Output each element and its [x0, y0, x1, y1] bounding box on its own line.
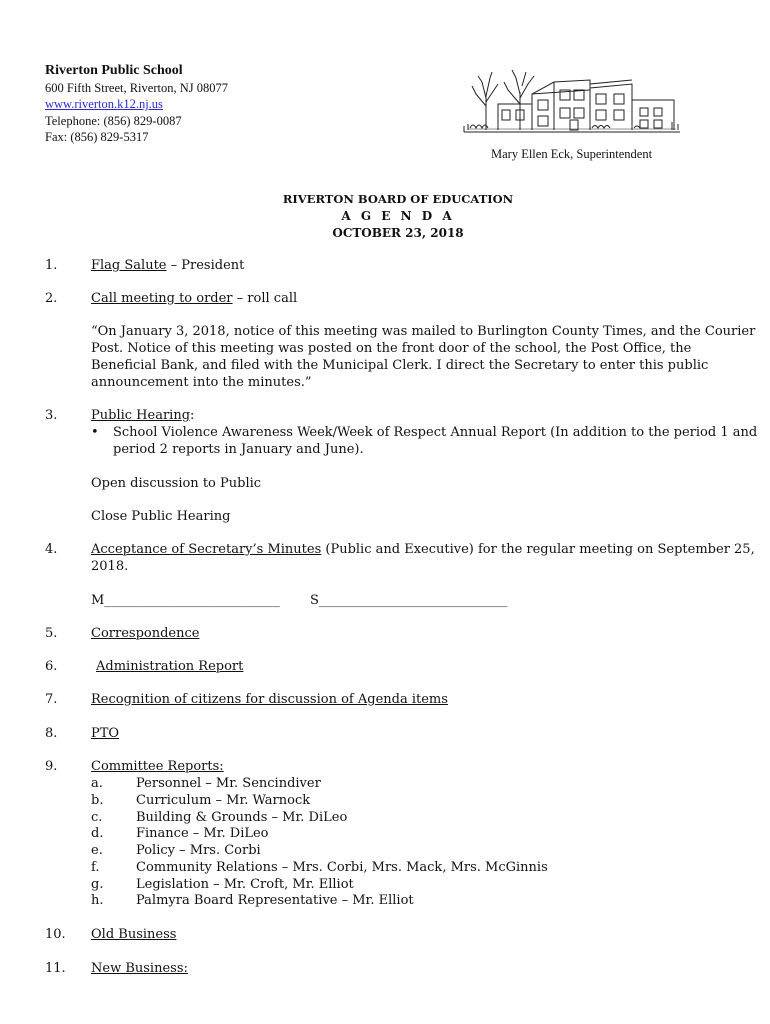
sub-item-letter: h.: [91, 893, 104, 908]
board-title: RIVERTON BOARD OF EDUCATION: [282, 192, 514, 206]
agenda-item-recognition: Recognition of citizens for discussion of Agenda items: [91, 692, 448, 707]
second-line: S_____________________________: [310, 593, 508, 608]
sub-item-letter: f.: [91, 860, 100, 875]
item-detail: – President: [166, 258, 245, 273]
agenda-item-minutes: [91, 541, 757, 575]
bullet-icon: •: [91, 425, 99, 440]
school-website-link[interactable]: www.riverton.k12.nj.us: [45, 97, 163, 111]
item-number: 5.: [45, 626, 58, 641]
item-title: Public Hearing: [91, 408, 191, 423]
school-fax: Fax: (856) 829-5317: [45, 130, 149, 144]
agenda-item-correspondence: Correspondence: [91, 626, 200, 641]
item-number: 10.: [45, 927, 66, 942]
school-building-sketch: [462, 66, 682, 138]
item-number: 6.: [45, 659, 58, 674]
item-number: 9.: [45, 759, 58, 774]
school-name: Riverton Public School: [45, 63, 183, 78]
agenda-item-administration-report: Administration Report: [96, 659, 244, 674]
agenda-item-public-hearing: [91, 407, 194, 424]
sub-item-letter: b.: [91, 793, 104, 808]
agenda-item-pto: PTO: [91, 726, 120, 741]
item-title: Acceptance of Secretary’s Minutes: [91, 542, 322, 557]
item-number: 11.: [45, 961, 66, 976]
agenda-item-call-to-order: [91, 290, 297, 307]
agenda-item-new-business: New Business:: [91, 961, 188, 976]
agenda-item-flag-salute: [91, 257, 244, 274]
committee-community-relations: Community Relations – Mrs. Corbi, Mrs. Mack, Mrs. McGinnis: [136, 860, 548, 875]
item-number: 4.: [45, 542, 58, 557]
committee-finance: Finance – Mr. DiLeo: [136, 826, 269, 841]
agenda-item-old-business: Old Business: [91, 927, 177, 942]
item-detail: (Public and Executive) for the regular meeting on September 25, 2018.: [91, 542, 755, 574]
sub-item-letter: d.: [91, 826, 104, 841]
item-detail: – roll call: [232, 291, 298, 306]
committee-legislation: Legislation – Mr. Croft, Mr. Elliot: [136, 877, 354, 892]
agenda-title: A G E N D A: [341, 209, 455, 223]
sub-item-letter: c.: [91, 810, 103, 825]
close-hearing: Close Public Hearing: [91, 509, 231, 524]
item-detail: :: [190, 408, 195, 423]
open-discussion: Open discussion to Public: [91, 476, 262, 491]
sub-item-letter: g.: [91, 877, 104, 892]
public-notice-statement: “On January 3, 2018, notice of this meeting was mailed to Burlington County Times, and the Courier Post. Notice of this meeting was posted on the front door of the school, the Post Office, the Beneficial Bank, and filed with the Municipal Clerk. I direct the Secretary to enter this public announcement into the minutes.”: [91, 324, 756, 390]
item-number: 2.: [45, 291, 58, 306]
item-number: 3.: [45, 408, 58, 423]
item-number: 1.: [45, 258, 58, 273]
hearing-topic: School Violence Awareness Week/Week of Respect Annual Report (In addition to the period 1 and period 2 reports in January and June).: [113, 425, 758, 457]
sub-item-letter: a.: [91, 776, 103, 791]
meeting-date: OCTOBER 23, 2018: [332, 226, 464, 240]
committee-curriculum: Curriculum – Mr. Warnock: [136, 793, 311, 808]
sub-item-letter: e.: [91, 843, 103, 858]
letterhead: [45, 63, 228, 146]
item-title: Flag Salute: [91, 258, 167, 273]
agenda-heading: [0, 191, 770, 242]
superintendent-name: Mary Ellen Eck, Superintendent: [491, 147, 653, 161]
agenda-item-committee-reports: Committee Reports:: [91, 759, 224, 774]
committee-palmyra-representative: Palmyra Board Representative – Mr. Elliot: [136, 893, 414, 908]
item-number: 8.: [45, 726, 58, 741]
item-number: 7.: [45, 692, 58, 707]
motion-line: M___________________________: [91, 593, 280, 608]
school-telephone: Telephone: (856) 829-0087: [45, 113, 182, 128]
item-title: Call meeting to order: [91, 291, 233, 306]
school-address: 600 Fifth Street, Riverton, NJ 08077: [45, 80, 228, 95]
committee-building-grounds: Building & Grounds – Mr. DiLeo: [136, 810, 348, 825]
committee-personnel: Personnel – Mr. Sencindiver: [136, 776, 321, 791]
committee-policy: Policy – Mrs. Corbi: [136, 843, 261, 858]
